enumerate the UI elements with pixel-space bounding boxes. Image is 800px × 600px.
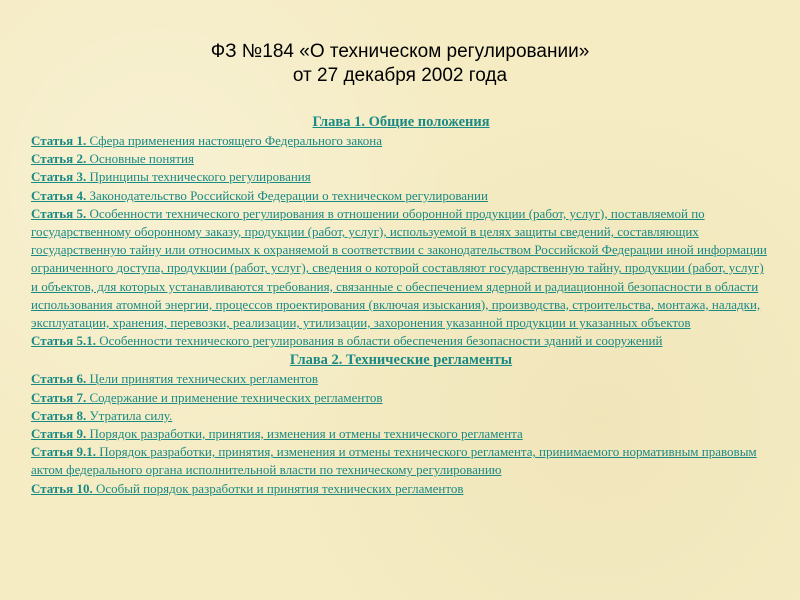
article-number: Статья 8. <box>31 407 87 423</box>
article-1-link[interactable] <box>31 132 771 150</box>
article-number: Статья 4. <box>31 187 87 203</box>
article-title: Принципы технического регулирования <box>86 169 311 185</box>
article-title: Содержание и применение технических регламентов <box>86 389 383 405</box>
article-8-link[interactable] <box>31 407 771 425</box>
article-title: Законодательство Российской Федерации о техническом регулировании <box>86 187 488 203</box>
article-4-link[interactable] <box>31 187 771 205</box>
article-title: Утратила силу. <box>86 407 173 423</box>
article-number: Статья 7. <box>31 389 87 405</box>
chapter-2-link[interactable]: Глава 2. Технические регламенты <box>289 352 513 369</box>
article-number: Статья 2. <box>31 151 87 167</box>
title-line-2: от 27 декабря 2002 года <box>292 65 508 86</box>
article-number: Статья 6. <box>31 371 87 387</box>
article-number: Статья 10. <box>31 480 93 496</box>
article-title: Порядок разработки, принятия, изменения и отмены технического регламента, принимаемого нормативным правовым актом федерального органа исполнительной власти по техническому регулированию <box>31 444 757 478</box>
article-number: Статья 5.1. <box>31 333 96 349</box>
article-title: Порядок разработки, принятия, изменения и отмены технического регламента <box>86 426 523 442</box>
page-title <box>0 40 800 88</box>
article-7-link[interactable] <box>31 389 771 407</box>
table-of-contents <box>31 112 771 498</box>
article-title: Особенности технического регулирования в области обеспечения безопасности зданий и сооружений <box>95 333 663 349</box>
article-3-link[interactable] <box>31 168 771 186</box>
article-number: Статья 5. <box>31 205 87 221</box>
article-9-1-link[interactable] <box>31 443 771 479</box>
article-number: Статья 9.1. <box>31 444 96 460</box>
chapter-1-link[interactable]: Глава 1. Общие положения <box>312 114 490 130</box>
article-5-1-link[interactable] <box>31 332 771 350</box>
article-title: Цели принятия технических регламентов <box>86 371 318 387</box>
article-10-link[interactable] <box>31 480 771 498</box>
article-number: Статья 1. <box>31 133 87 148</box>
article-5-link[interactable] <box>31 205 771 332</box>
article-title: Особый порядок разработки и принятия технических регламентов <box>92 480 464 496</box>
article-2-link[interactable] <box>31 150 771 168</box>
article-title: Сфера применения настоящего Федерального закона <box>86 133 382 148</box>
article-9-link[interactable] <box>31 425 771 443</box>
article-number: Статья 9. <box>31 426 87 442</box>
article-number: Статья 3. <box>31 169 87 185</box>
article-title: Основные понятия <box>86 151 194 167</box>
article-title: Особенности технического регулирования в отношении оборонной продукции (работ, услуг), поставляемой по государственному оборонному заказу, продукции (работ, услуг), используемой в целях защиты сведений, составляющих государственную тайну или относимых к охраняемой в соответствии с законодательством Российской Федерации иной информации ограниченного доступа, продукции (работ, услуг), сведения о которой составляют государственную тайну, продукции (работ, услуг) и объектов, для которых устанавливаются требования, связанные с обеспечением ядерной и радиационной безопасности в области использования атомной энергии, процессов проектирования (включая изыскания), производства, строительства, монтажа, наладки, эксплуатации, хранения, перевозки, реализации, утилизации, захоронения указанной продукции и указанных объектов <box>31 205 767 331</box>
article-6-link[interactable] <box>31 370 771 388</box>
title-line-1: ФЗ №184 «О техническом регулировании» <box>210 41 590 62</box>
